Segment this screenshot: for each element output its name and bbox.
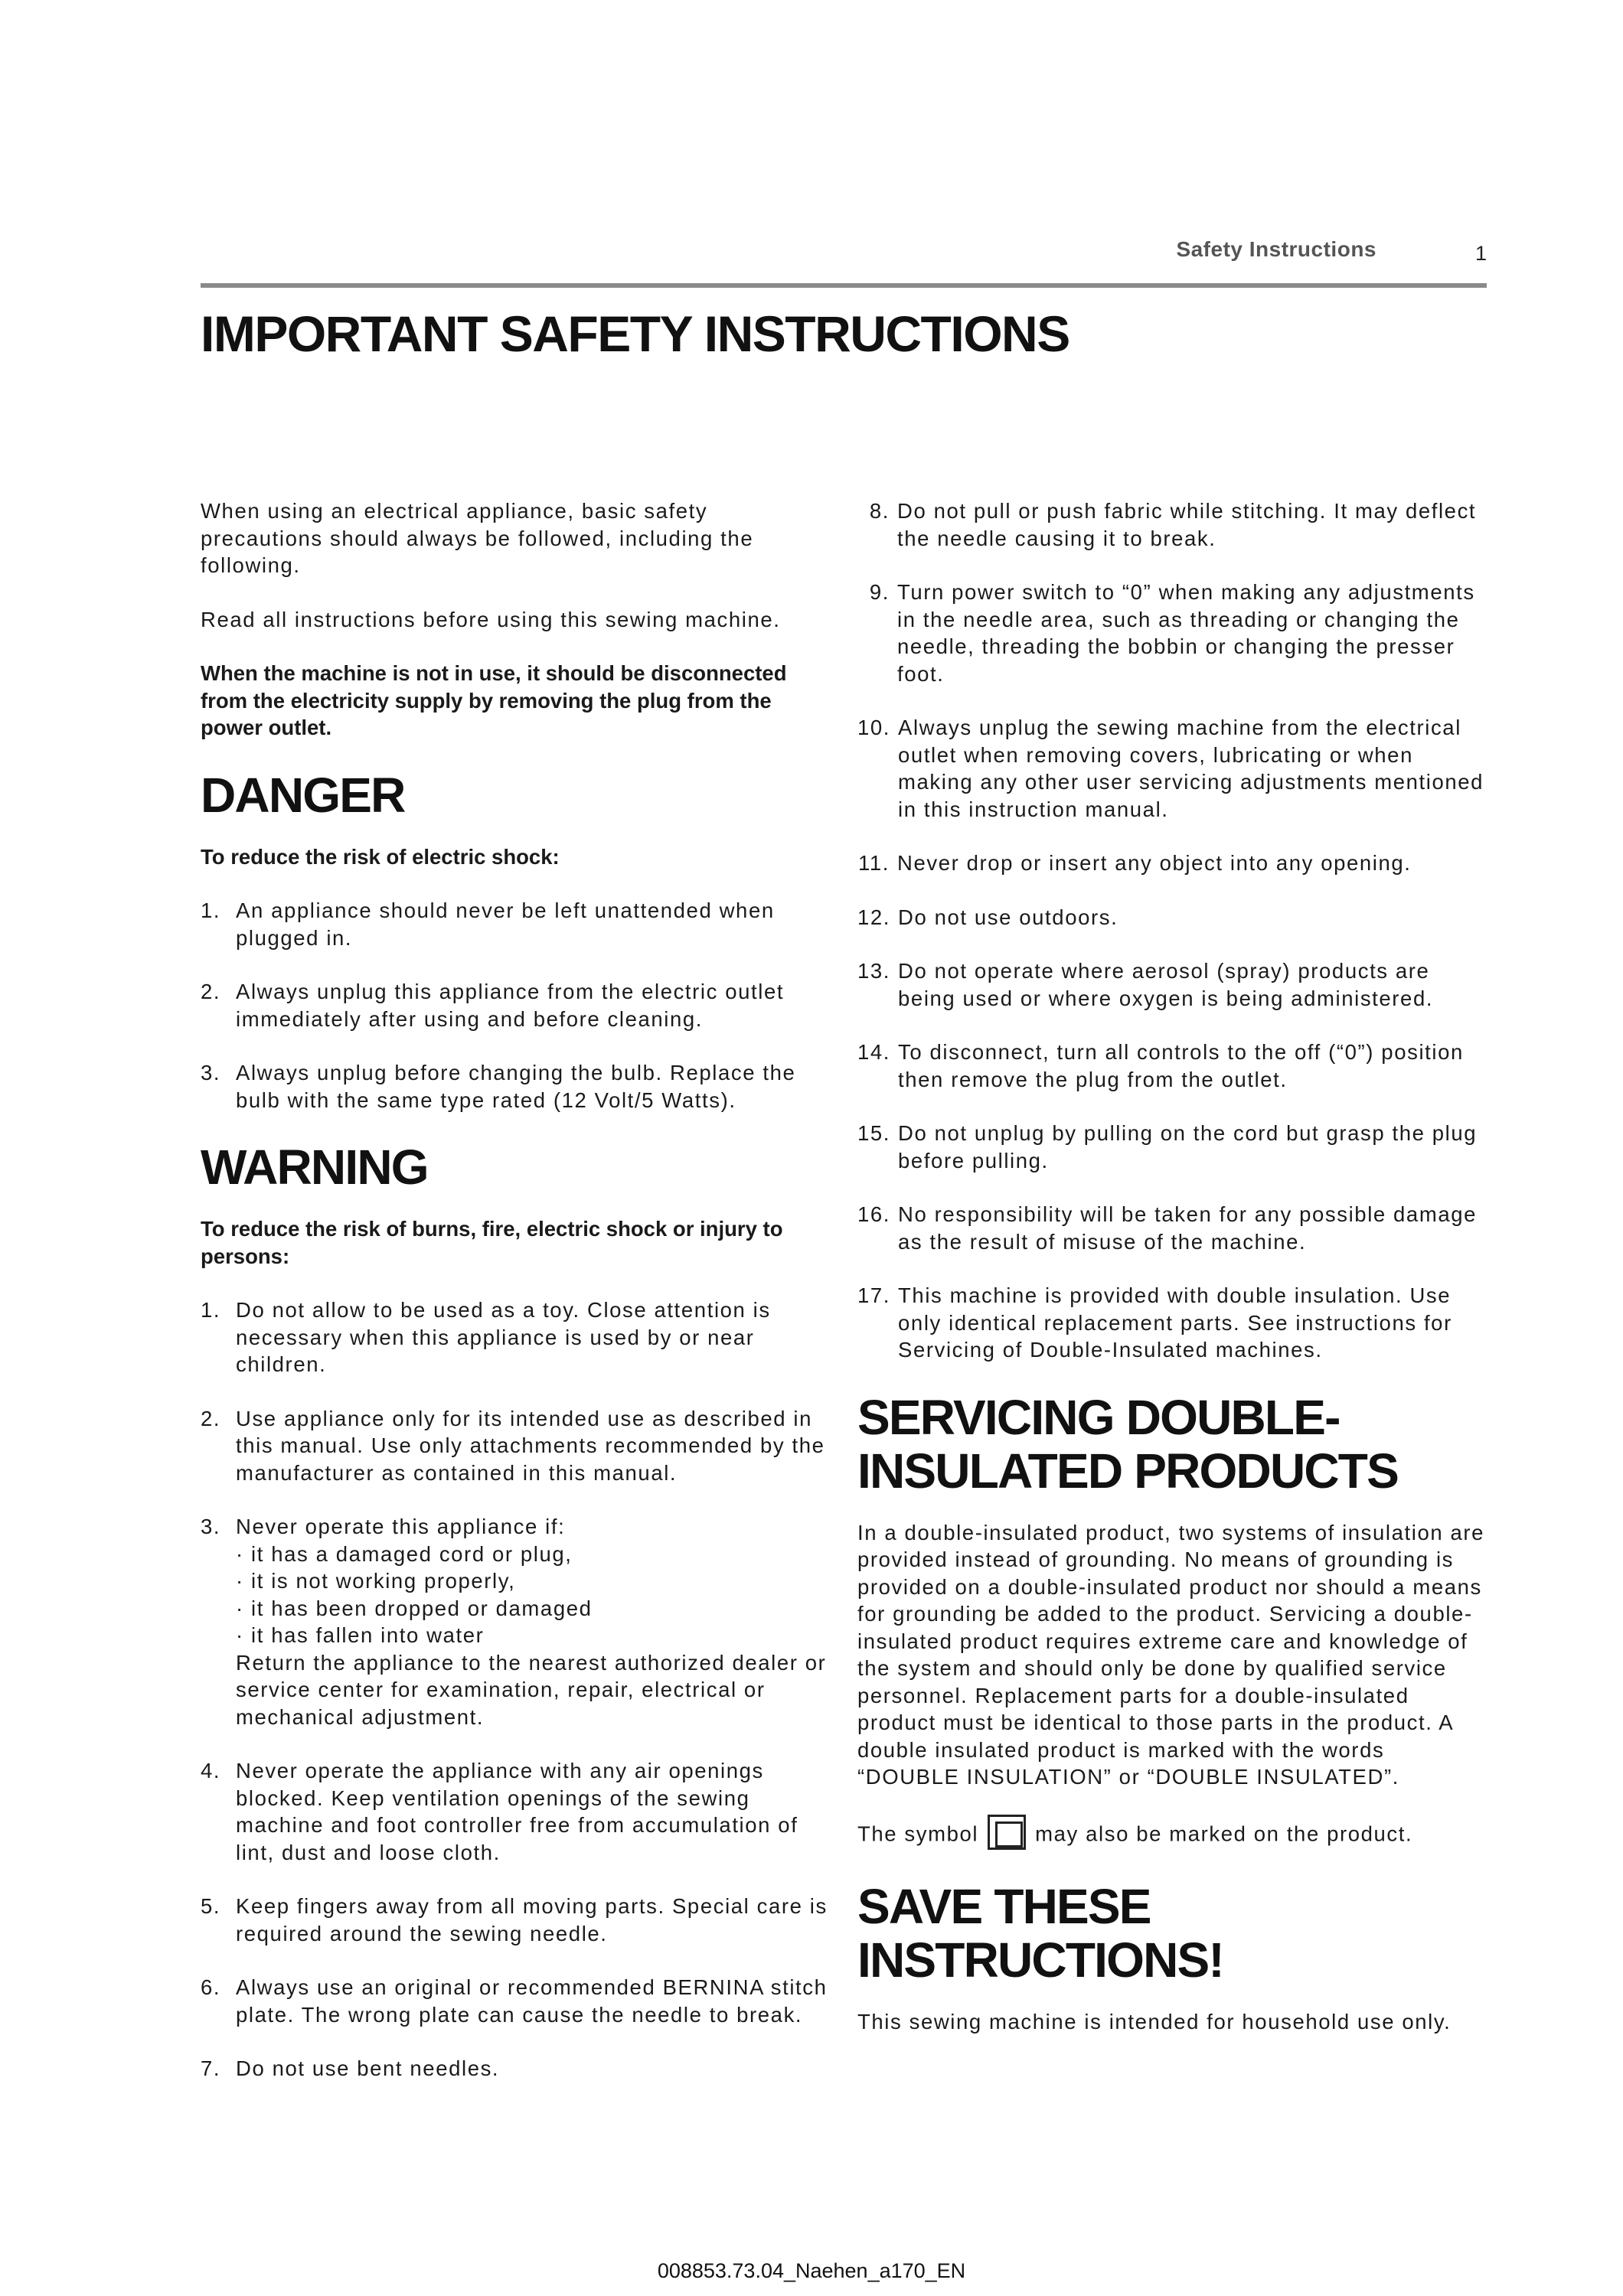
- item-number: 1.: [201, 899, 221, 922]
- intro-paragraph-2: Read all instructions before using this sewing machine.: [201, 607, 781, 631]
- item-text: Do not allow to be used as a toy. Close attention is necessary when this appliance is used by or near children.: [236, 1298, 771, 1376]
- item-text: Always unplug this appliance from the electric outlet immediately after using and before cleaning.: [236, 980, 785, 1031]
- warning-item: [201, 1296, 828, 1378]
- warning-item: [857, 497, 1493, 552]
- footer-document-code: 008853.73.04_Naehen_a170_EN: [657, 2259, 966, 2282]
- item-text: Do not use bent needles.: [236, 2056, 500, 2080]
- item-number: 1.: [201, 1298, 221, 1322]
- item-text: No responsibility will be taken for any possible damage as the result of misuse of the machine.: [898, 1202, 1478, 1254]
- warning-heading: WARNING: [201, 1140, 428, 1195]
- warning-item: [857, 904, 1493, 931]
- item-followup-text: Return the appliance to the nearest authorized dealer or service center for examination, repair, electrical or mechanical adjustment.: [236, 1650, 827, 1729]
- servicing-body: In a double-insulated product, two systems of insulation are provided instead of grounding. No means of grounding is provided on a double-insulated product nor should a means for grounding be added to the product. Servicing a double-insulated product requires extreme care and knowledge of the system and should only be done by qualified service personnel. Replacement parts for a double-insulated product must be identical to those parts in the product. A double insulated product is marked with the words “DOUBLE INSULATION” or “DOUBLE INSULATED”.: [857, 1520, 1485, 1789]
- item-number: 10.: [857, 716, 891, 739]
- item-text: Always unplug before changing the bulb. Replace the bulb with the same type rated (12 Volt/5 Watts).: [236, 1061, 796, 1112]
- danger-item: [201, 978, 828, 1032]
- item-number: 4.: [201, 1759, 221, 1782]
- condition-line: · it has a damaged cord or plug,: [236, 1541, 573, 1566]
- warning-item: [201, 1405, 828, 1487]
- item-number: 8.: [869, 499, 890, 523]
- danger-item: [201, 897, 828, 951]
- item-number: 3.: [201, 1061, 221, 1084]
- item-text: Never operate this appliance if:: [236, 1515, 566, 1538]
- servicing-heading: [857, 1391, 1493, 1498]
- warning-item: [201, 1513, 828, 1730]
- warning-item: [201, 2055, 828, 2082]
- double-insulation-symbol-icon: [988, 1815, 1026, 1850]
- symbol-note-after: may also be marked on the product.: [1035, 1821, 1413, 1845]
- save-heading-line1: SAVE THESE: [857, 1878, 1151, 1934]
- condition-line: · it has been dropped or damaged: [236, 1596, 593, 1620]
- item-number: 2.: [201, 1406, 221, 1430]
- item-number: 7.: [201, 2056, 221, 2080]
- warning-item: [857, 1039, 1493, 1093]
- page-title: IMPORTANT SAFETY INSTRUCTIONS: [201, 305, 1069, 362]
- item-text: Always unplug the sewing machine from the electrical outlet when removing covers, lubricating or when making any other user servicing adjustments mentioned in this instruction manual.: [898, 716, 1484, 821]
- warning-item: [857, 957, 1493, 1012]
- condition-line: · it has fallen into water: [236, 1623, 485, 1647]
- warning-item: [201, 1757, 828, 1866]
- item-text: Use appliance only for its intended use as described in this manual. Use only attachments recommended by the manufacturer as contained in this manual.: [236, 1406, 825, 1485]
- item-text: Do not unplug by pulling on the cord but grasp the plug before pulling.: [898, 1121, 1478, 1172]
- item-text: Do not use outdoors.: [898, 905, 1118, 929]
- warning-item: [857, 579, 1493, 687]
- danger-subheading: To reduce the risk of electric shock:: [201, 844, 560, 869]
- intro-paragraph-1: When using an electrical appliance, basic safety precautions should always be followed, including the following.: [201, 499, 754, 577]
- danger-heading: DANGER: [201, 767, 405, 823]
- item-number: 11.: [858, 851, 890, 875]
- item-text: This machine is provided with double insulation. Use only identical replacement parts. See instructions for Servicing of Double-Insulated machines.: [898, 1283, 1452, 1362]
- warning-item: [857, 1120, 1493, 1174]
- servicing-heading-line1: SERVICING DOUBLE-: [857, 1389, 1340, 1445]
- warning-item: [201, 1974, 828, 2028]
- item-number: 16.: [857, 1202, 891, 1226]
- warning-subheading: To reduce the risk of burns, fire, electric shock or injury to persons:: [201, 1217, 783, 1268]
- item-number: 12.: [857, 905, 891, 929]
- item-text: Turn power switch to “0” when making any adjustments in the needle area, such as threading or changing the needle, threading the bobbin or changing the presser foot.: [897, 580, 1475, 686]
- item-text: Do not pull or push fabric while stitching. It may deflect the needle causing it to break.: [897, 499, 1477, 550]
- item-text: To disconnect, turn all controls to the off (“0”) position then remove the plug from the outlet.: [898, 1040, 1464, 1091]
- condition-line: · it is not working properly,: [236, 1569, 516, 1593]
- item-number: 14.: [857, 1040, 891, 1064]
- item-number: 3.: [201, 1515, 221, 1538]
- save-heading: [857, 1880, 1493, 1987]
- item-number: 15.: [857, 1121, 891, 1145]
- item-text: Always use an original or recommended BERNINA stitch plate. The wrong plate can cause the needle to break.: [236, 1975, 828, 2027]
- item-text: An appliance should never be left unattended when plugged in.: [236, 899, 775, 950]
- right-column: [857, 497, 1493, 2062]
- item-number: 5.: [201, 1894, 221, 1918]
- page-number: 1: [1474, 242, 1487, 265]
- danger-item: [201, 1059, 828, 1114]
- item-number: 6.: [201, 1975, 221, 1999]
- page-header: [201, 227, 1487, 288]
- save-heading-line2: INSTRUCTIONS!: [857, 1932, 1223, 1988]
- warning-item: [857, 1282, 1493, 1364]
- symbol-note-before: The symbol: [857, 1821, 979, 1845]
- symbol-note: [857, 1818, 1493, 1853]
- household-use-note: This sewing machine is intended for household use only.: [857, 2009, 1452, 2033]
- item-text: Keep fingers away from all moving parts. Special care is required around the sewing needle.: [236, 1894, 828, 1945]
- warning-item: [857, 714, 1493, 823]
- section-label: Safety Instructions: [1176, 237, 1376, 261]
- item-number: 9.: [869, 580, 890, 604]
- item-text: Never drop or insert any object into any opening.: [897, 851, 1412, 875]
- intro-paragraph-3: When the machine is not in use, it should be disconnected from the electricity supply by removing the plug from the power outlet.: [201, 661, 787, 739]
- item-number: 17.: [857, 1283, 891, 1307]
- left-column: [201, 497, 828, 2109]
- servicing-heading-line2: INSULATED PRODUCTS: [857, 1443, 1398, 1499]
- warning-item: [201, 1893, 828, 1947]
- item-number: 13.: [857, 959, 891, 983]
- item-number: 2.: [201, 980, 221, 1003]
- item-text-group: [236, 1513, 828, 1730]
- item-text: Do not operate where aerosol (spray) products are being used or where oxygen is being administered.: [898, 959, 1434, 1010]
- warning-item: [857, 850, 1493, 877]
- warning-item: [857, 1201, 1493, 1255]
- item-text: Never operate the appliance with any air openings blocked. Keep ventilation openings of the sewing machine and foot controller free from accumulation of lint, dust and loose cloth.: [236, 1759, 798, 1864]
